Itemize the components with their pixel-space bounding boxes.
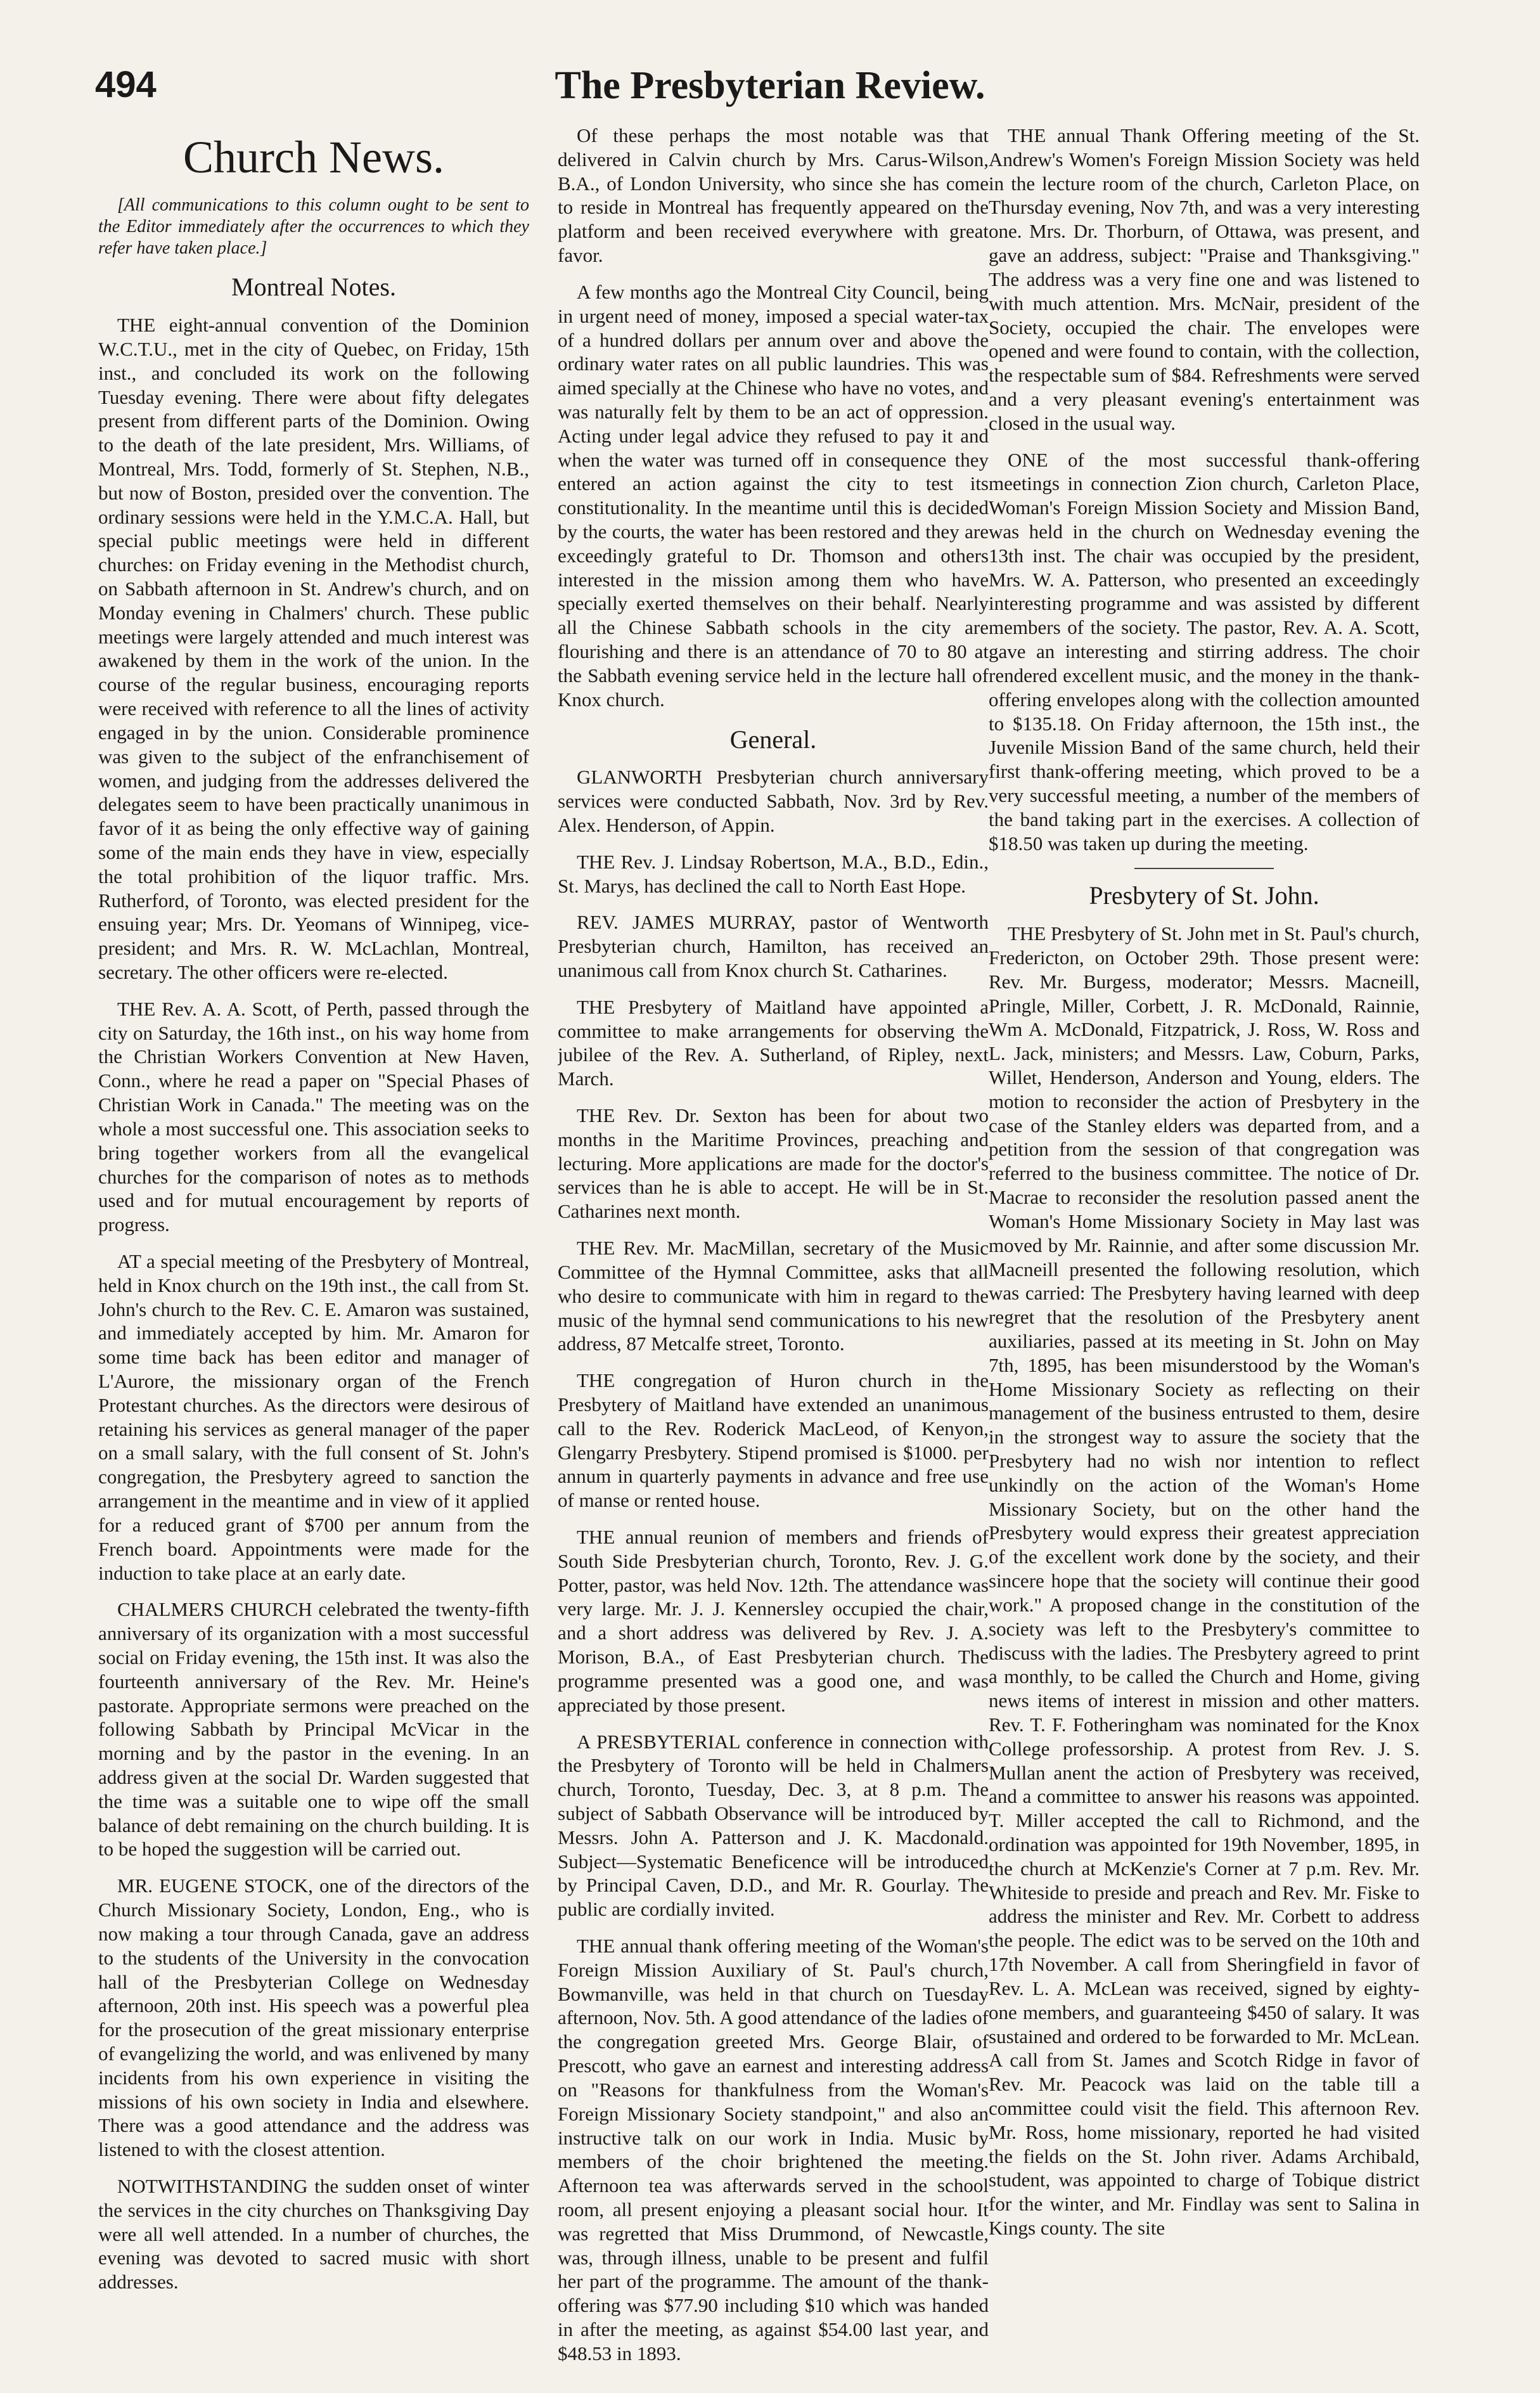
article-paragraph: THE annual reunion of members and friends of South Side Presbyterian church, Toronto, Rev. J. G. Potter, pastor, was held Nov. 12th. The attendance was very large. Mr. J. J. Kennersley occupied the chair, and a short address was delivered by Rev. J. A. Morison, B.A., of East Presbyterian church. The programme presented was a good one, and was appreciated by those present. [558, 1526, 989, 1716]
masthead [95, 63, 1445, 114]
section-divider [1134, 868, 1274, 869]
article-paragraph: CHALMERS CHURCH celebrated the twenty-fifth anniversary of its organization with a most successful social on Friday evening, the 15th inst. It was also the fourteenth anniversary of the Rev. Mr. Heine's pastorate. Appropriate sermons were preached on the following Sabbath by Principal McVicar in the morning and by the pastor in the evening. In an address given at the social Dr. Warden suggested that the time was a suitable one to wipe off the small balance of debt remaining on the church building. It is to be hoped the suggestion will be carried out. [98, 1598, 529, 1861]
article-paragraph: THE annual thank offering meeting of the Woman's Foreign Mission Auxiliary of St. Paul's church, Bowmanville, was held in that church on Tuesday afternoon, Nov. 5th. A good attendance of the ladies of the congregation greeted Mrs. George Blair, of Prescott, who gave an earnest and interesting address on "Reasons for thankfulness from the Woman's Foreign Missionary Society standpoint," and also an instructive talk on our work in India. Music by members of the choir brightened the meeting. Afternoon tea was afterwards served in the school room, all present enjoying a pleasant social hour. It was regretted that Miss Drummond, of Newcastle, was, through illness, unable to be present and fulfil her part of the programme. The amount of the thank-offering was $77.90 including $10 which was handed in after the meeting, as against $54.00 last year, and $48.53 in 1893. [558, 1935, 989, 2364]
article-paragraph: AT a special meeting of the Presbytery of Montreal, held in Knox church on the 19th inst., the call from St. John's church to the Rev. C. E. Amaron was sustained, and immediately accepted by him. Mr. Amaron for some time back has been editor and manager of L'Aurore, the missionary organ of the French Protestant churches. As the directors were desirous of retaining his services as general manager of the paper on a small salary, with the full consent of St. John's congregation, the Presbytery agreed to sanction the arrangement in the meantime and in view of it applied for a reduced grant of $700 per annum from the French board. Appointments were made for the induction to take place at an early date. [98, 1249, 529, 1584]
column-3 [989, 124, 1420, 2368]
column-1 [98, 124, 529, 2368]
article-paragraph: THE Rev. Mr. MacMillan, secretary of the Music Committee of the Hymnal Committee, asks that all who desire to communicate with him in regard to the music of the hymnal send communications to his new address, 87 Metcalfe street, Toronto. [558, 1237, 989, 1355]
article-paragraph: THE congregation of Huron church in the Presbytery of Maitland have extended an unanimous call to the Rev. Roderick MacLeod, of Kenyon, Glengarry Presbytery. Stipend promised is $1000. per annum in quarterly payments in advance and free use of manse or rented house. [558, 1369, 989, 1512]
article-paragraph: A PRESBYTERIAL conference in connection with the Presbytery of Toronto will be held in Chalmers church, Toronto, Tuesday, Dec. 3, at 8 p.m. The subject of Sabbath Observance will be introduced by Messrs. John A. Patterson and J. K. Macdonald. Subject—Systematic Beneficence will be introduced by Principal Caven, D.D., and Mr. R. Gourlay. The public are cordially invited. [558, 1730, 989, 1921]
article-paragraph: THE Presbytery of Maitland have appointed a committee to make arrangements for observing the jubilee of the Rev. A. Sutherland, of Ripley, next March. [558, 995, 989, 1090]
subheading-montreal-notes: Montreal Notes. [231, 273, 396, 302]
section-title-church-news: Church News. [183, 132, 444, 183]
article-paragraph: THE annual Thank Offering meeting of the St. Andrew's Women's Foreign Mission Society was held in the lecture room of the church, Carleton Place, on Thursday evening, Nov 7th, and was a very interesting one. Mrs. Dr. Thorburn, of Ottawa, was present, and gave an address, subject: "Praise and Thanksgiving." The address was a very fine one and was listened to with much attention. Mrs. McNair, president of the Society, occupied the chair. The envelopes were opened and were found to contain, with the collection, the respectable sum of $84. Refreshments were served and a very pleasant evening's entertainment was closed in the usual way. [989, 124, 1420, 434]
article-paragraph: THE eight-annual convention of the Dominion W.C.T.U., met in the city of Quebec, on Friday, 15th inst., and concluded its work on the following Tuesday evening. There were about fifty delegates present from different parts of the Dominion. Owing to the death of the late president, Mrs. Williams, of Montreal, Mrs. Todd, formerly of St. Stephen, N.B., but now of Boston, presided over the convention. The ordinary sessions were held in the Y.M.C.A. Hall, but special public meetings were held in different churches: on Friday evening in the Methodist church, on Sabbath afternoon in St. Andrew's church, and on Monday evening in Chalmers' church. These public meetings were largely attended and much interest was awakened by them in the work of the union. In the course of the regular business, encouraging reports were received with reference to all the lines of activity engaged in by the union. Considerable prominence was given to the subject of the enfranchisement of women, and judging from the addresses delivered the delegates seem to have been practically unanimous in favor of it as being the only effective way of gaining some of the main ends they have in view, especially the total prohibition of the liquor traffic. Mrs. Rutherford, of Toronto, was elected president for the ensuing year; Mrs. Dr. Yeomans of Winnipeg, vice-president; and Mrs. R. W. McLachlan, Montreal, secretary. The other officers were re-elected. [98, 314, 529, 984]
subheading-presbytery-of-st-john: Presbytery of St. John. [1089, 881, 1319, 910]
column-2 [558, 124, 989, 2368]
subheading-general: General. [729, 725, 817, 754]
page-number: 494 [95, 64, 157, 105]
article-paragraph: THE Rev. Dr. Sexton has been for about two months in the Maritime Provinces, preaching and lecturing. More applications are made for the doctor's services than he is able to accept. He will be in St. Catharines next month. [558, 1104, 989, 1223]
article-paragraph: ONE of the most successful thank-offering meetings in connection Zion church, Carleton Place, Woman's Foreign Mission Society and Mission Band, was held in the church on Wednesday evening the 13th inst. The chair was occupied by the president, Mrs. W. A. Patterson, who presented an exceedingly interesting programme and was assisted by different members of the society. The pastor, Rev. A. A. Scott, gave an interesting and stirring address. The choir rendered excellent music, and the money in the thank-offering envelopes along with the collection amounted to $135.18. On Friday afternoon, the 15th inst., the Juvenile Mission Band of the same church, held their first thank-offering meeting, which proved to be a very successful meeting, a number of the members of the band taking part in the exercises. A collection of $18.50 was taken up during the meeting. [989, 448, 1420, 855]
article-paragraph: A few months ago the Montreal City Council, being in urgent need of money, imposed a special water-tax of a hundred dollars per annum over and above the ordinary water rates on all public laundries. This was aimed specially at the Chinese who have no votes, and was naturally felt by them to be an act of oppression. Acting under legal advice they refused to pay it and when the water was turned off in consequence they entered an action against the city to test its constitutionality. In the meantime until this is decided by the courts, the water has been restored and they are exceedingly grateful to Dr. Thomson and others interested in the mission among them who have specially exerted themselves on their behalf. Nearly all the Chinese Sabbath schools in the city are flourishing and there is an attendance of 70 to 80 at the Sabbath evening service held in the lecture hall of Knox church. [558, 280, 989, 711]
article-paragraph: THE Rev. J. Lindsay Robertson, M.A., B.D., Edin., St. Marys, has declined the call to North East Hope. [558, 850, 989, 897]
article-paragraph: NOTWITHSTANDING the sudden onset of winter the services in the city churches on Thanksgiving Day were all well attended. In a number of churches, the evening was devoted to sacred music with short addresses. [98, 2175, 529, 2293]
article-paragraph: Of these perhaps the most notable was that delivered in Calvin church by Mrs. Carus-Wilson, B.A., of London University, who since she has come to reside in Montreal has frequently appeared on the platform and been received everywhere with great favor. [558, 124, 989, 267]
editor-note: [All communications to this column ought to be sent to the Editor immediately after the occurrences to which they refer have taken place.] [98, 195, 529, 259]
article-paragraph: THE Presbytery of St. John met in St. Paul's church, Fredericton, on October 29th. Those present were: Rev. Mr. Burgess, moderator; Messrs. Macneill, Pringle, Miller, Corbett, J. R. McDonald, Rainnie, Wm A. McDonald, Fitzpatrick, J. Ross, W. Ross and L. Jack, ministers; and Messrs. Law, Coburn, Parks, Willet, Henderson, Anderson and Young, elders. The motion to reconsider the action of Presbytery in the case of the Stanley elders was departed from, and a petition from the session of that congregation was referred to the business committee. The notice of Dr. Macrae to reconsider the resolution passed anent the Woman's Home Missionary Society in May last was moved by Mr. Rainnie, and after some discussion Mr. Macneill presented the following resolution, which was carried: The Presbytery having learned with deep regret that the resolution of the Presbytery anent auxiliaries, passed at its meeting in St. John on May 7th, 1895, has been misunderstood by the Woman's Home Missionary Society as reflecting on their management of the business entrusted to them, desire in the strongest way to assure the society that the Presbytery had no wish nor intention to reflect unkindly on the action of the Woman's Home Missionary Society, but on the other hand the Presbytery would express their greatest appreciation of the excellent work done by the society, and their sincere hope that the society will continue their good work." A proposed change in the constitution of the society was left to the Presbytery's committee to discuss with the ladies. The Presbytery agreed to print a monthly, to be called the Church and Home, giving news items of interest in mission and other matters. Rev. T. F. Fotheringham was nominated for the Knox College professorship. A protest from Rev. J. S. Mullan anent the action of Presbytery was received, and a committee to answer his reasons was appointed. T. Miller accepted the call to Richmond, and the ordination was appointed for 19th November, 1895, in the church at McKenzie's Corner at 7 p.m. Rev. Mr. Whiteside to preside and preach and Rev. Mr. Fiske to address the minister and Rev. Mr. Corbett to address the people. The edict was to be served on the 10th and 17th November. A call from Sheringfield in favor of Rev. L. A. McLean was received, signed by eighty-one members, and guaranteeing $450 of salary. It was sustained and ordered to be forwarded to Mr. McLean. A call from St. James and Scotch Ridge in favor of Rev. Mr. Peacock was laid on the table till a committee could visit the field. This afternoon Rev. Mr. Ross, home missionary, reported he had visited the fields on the St. John river. Adams Archibald, student, was appointed to charge of Tobique district for the winter, and Mr. Findlay was sent to Salina in Kings county. The site [989, 922, 1420, 2240]
article-paragraph: REV. JAMES MURRAY, pastor of Wentworth Presbyterian church, Hamilton, has received an unanimous call from Knox church St. Catharines. [558, 911, 989, 981]
article-paragraph: MR. EUGENE STOCK, one of the directors of the Church Missionary Society, London, Eng., who is now making a tour through Canada, gave an address to the students of the University in the convocation hall of the Presbyterian College on Wednesday afternoon, 20th inst. His speech was a powerful plea for the prosecution of the great missionary enterprise of evangelizing the world, and was enlivened by many incidents from his own experience in visiting the missions of his own society in India and elsewhere. There was a good attendance and the address was listened to with the closest attention. [98, 1874, 529, 2161]
article-paragraph: GLANWORTH Presbyterian church anniversary services were conducted Sabbath, Nov. 3rd by Rev. Alex. Henderson, of Appin. [558, 766, 989, 836]
journal-title: The Presbyterian Review. [555, 64, 985, 107]
article-paragraph: THE Rev. A. A. Scott, of Perth, passed through the city on Saturday, the 16th inst., on his way home from the Christian Workers Convention at New Haven, Conn., where he read a paper on "Special Phases of Christian Work in Canada." The meeting was on the whole a most successful one. This association seeks to bring together workers from all the evangelical churches for the comparison of notes as to methods used and for mutual encouragement by reports of progress. [98, 997, 529, 1236]
